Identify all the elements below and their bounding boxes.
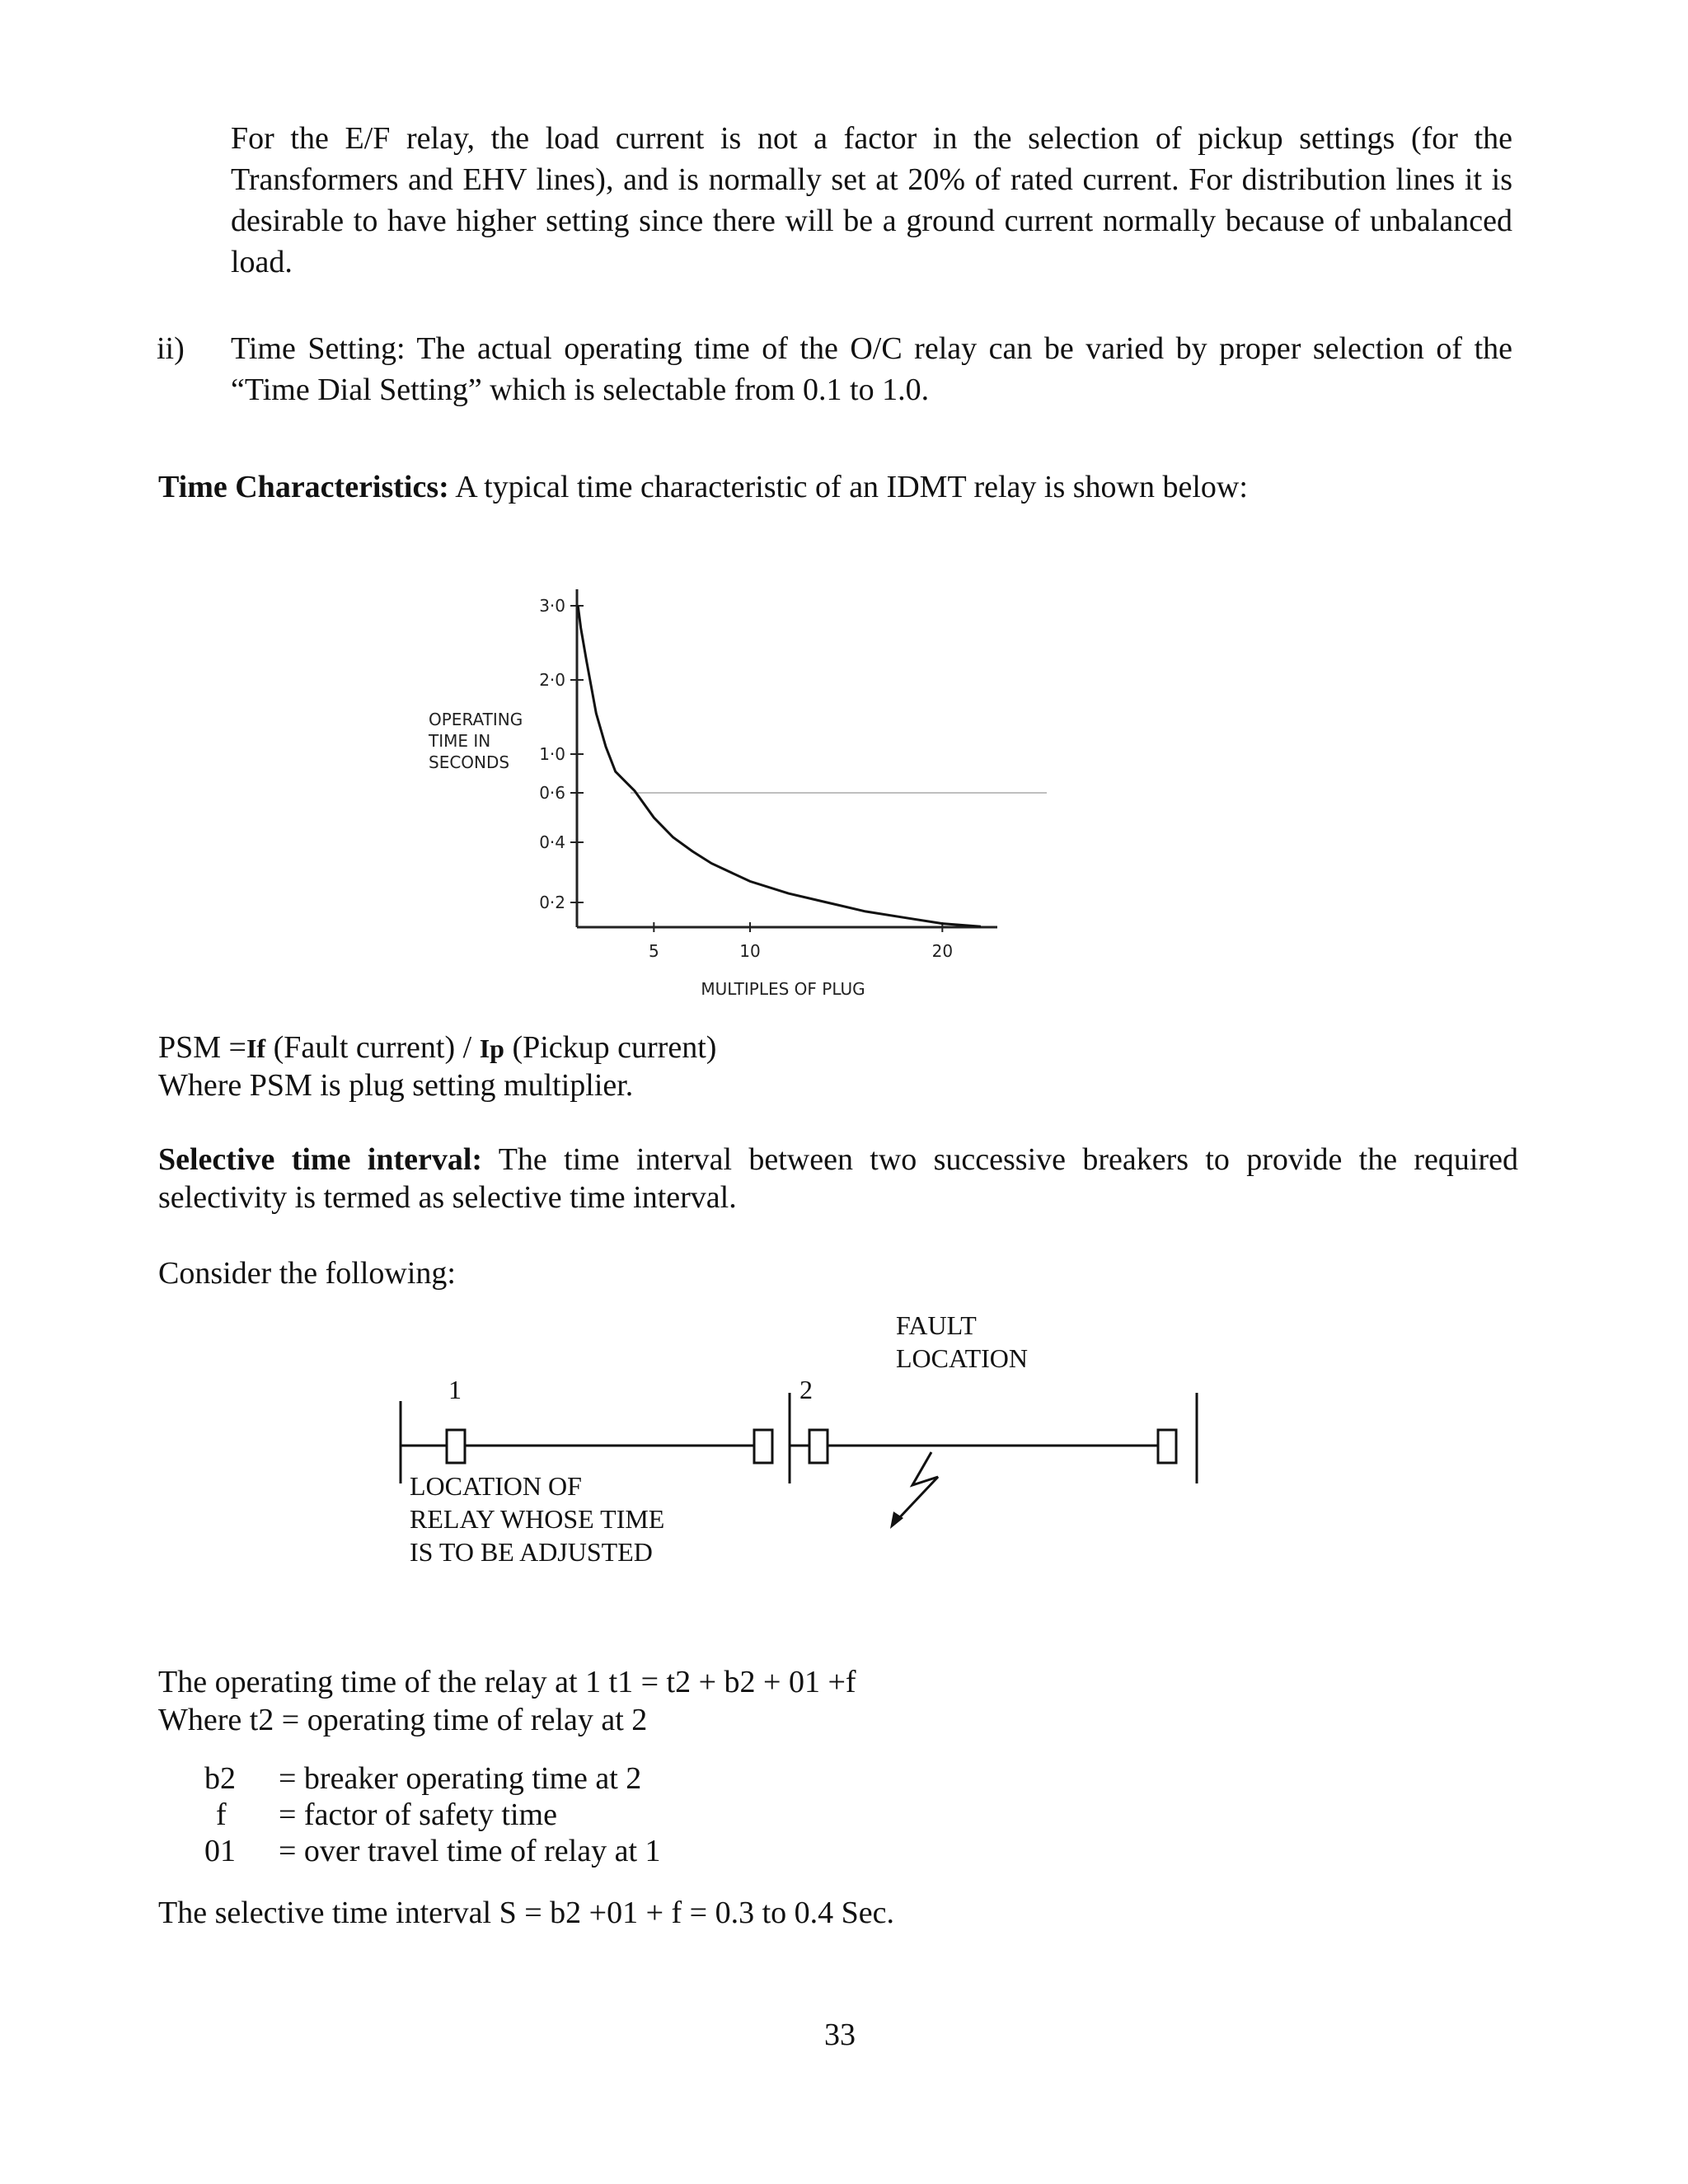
breaker-2	[809, 1430, 828, 1463]
def-b2	[204, 1760, 661, 1797]
definition-list	[204, 1760, 661, 1869]
x-tick-label-2: 20	[931, 941, 954, 961]
def-b2-symbol: b2	[204, 1761, 236, 1796]
fault-label-line1: FAULT	[896, 1310, 977, 1340]
ip-symbol: Ip	[479, 1033, 504, 1063]
relay-2-label: 2	[799, 1375, 813, 1404]
breaker-2-left	[754, 1430, 772, 1463]
consider-text: Consider the following:	[158, 1256, 456, 1291]
psm-prefix: PSM =	[158, 1030, 246, 1065]
operating-time-equation: The operating time of the relay at 1 t1 = t2 + b2 + 01 +f	[158, 1665, 856, 1699]
fault-label-line2: LOCATION	[896, 1343, 1028, 1373]
y-tick-label-3: 0·6	[539, 783, 565, 803]
selective-interval-paragraph	[158, 1141, 1518, 1216]
def-f-text: = factor of safety time	[279, 1797, 557, 1832]
y-tick-label-2: 1·0	[539, 744, 565, 764]
relay-location-label	[410, 1469, 664, 1568]
if-symbol: If	[246, 1033, 266, 1063]
def-01	[204, 1833, 661, 1869]
relay-label-line3: IS TO BE ADJUSTED	[410, 1537, 653, 1567]
y-tick-label-1: 2·0	[539, 670, 565, 690]
list-marker-ii: ii)	[157, 331, 185, 366]
time-characteristics-paragraph	[158, 466, 1518, 508]
def-f	[204, 1797, 661, 1833]
def-01-text: = over travel time of relay at 1	[279, 1834, 661, 1868]
relay-1-label: 1	[448, 1375, 462, 1404]
ef-relay-paragraph: For the E/F relay, the load current is not a factor in the selection of pickup settings (for the Transformers and EHV lines), and is normally set at 20% of rated current. For distribution lines it is desirable to have higher setting since there will be a ground current normally because of unbalanced load.	[231, 121, 1512, 279]
y-axis-label-line-0: OPERATING	[429, 710, 523, 729]
selective-interval-heading: Selective time interval:	[158, 1142, 483, 1177]
def-b2-text: = breaker operating time at 2	[279, 1761, 642, 1796]
y-axis-label-line-2: SECONDS	[429, 752, 510, 772]
y-axis-label-line-1: TIME IN	[429, 731, 491, 751]
x-tick-label-1: 10	[739, 941, 761, 961]
series-line-0	[578, 606, 981, 926]
idmt-chart	[412, 577, 1071, 1005]
def-01-symbol: 01	[204, 1834, 236, 1868]
psm-line	[158, 1029, 716, 1067]
psm-mid: (Fault current) /	[265, 1030, 480, 1065]
time-characteristics-heading: Time Characteristics:	[158, 470, 449, 504]
relay-label-line2: RELAY WHOSE TIME	[410, 1504, 665, 1534]
t2-definition: Where t2 = operating time of relay at 2	[158, 1703, 648, 1737]
x-tick-label-0: 5	[648, 941, 659, 961]
fault-location-label	[896, 1309, 1028, 1375]
psm-suffix: (Pickup current)	[504, 1030, 717, 1065]
fault-symbol	[897, 1452, 938, 1521]
breaker-3	[1158, 1430, 1176, 1463]
time-characteristics-text: A typical time characteristic of an IDMT relay is shown below:	[455, 470, 1248, 504]
selective-interval-equation: The selective time interval S = b2 +01 + f = 0.3 to 0.4 Sec.	[158, 1896, 895, 1930]
y-tick-label-4: 0·4	[539, 832, 565, 852]
relay-label-line1: LOCATION OF	[410, 1471, 582, 1501]
time-setting-paragraph: Time Setting: The actual operating time of the O/C relay can be varied by proper selection of the “Time Dial Setting” which is selectable from 0.1 to 1.0.	[231, 331, 1512, 407]
def-f-symbol: f	[216, 1797, 227, 1832]
page-number: 33	[824, 2018, 856, 2052]
x-axis-label: MULTIPLES OF PLUG	[701, 979, 865, 999]
breaker-1	[447, 1430, 465, 1463]
y-tick-label-0: 3·0	[539, 596, 565, 616]
psm-definition: Where PSM is plug setting multiplier.	[158, 1068, 634, 1103]
selective-interval-text: The time interval between two successive breakers to provide the required selectivity is termed as selective time interval.	[158, 1142, 1518, 1215]
y-tick-label-5: 0·2	[539, 893, 565, 912]
